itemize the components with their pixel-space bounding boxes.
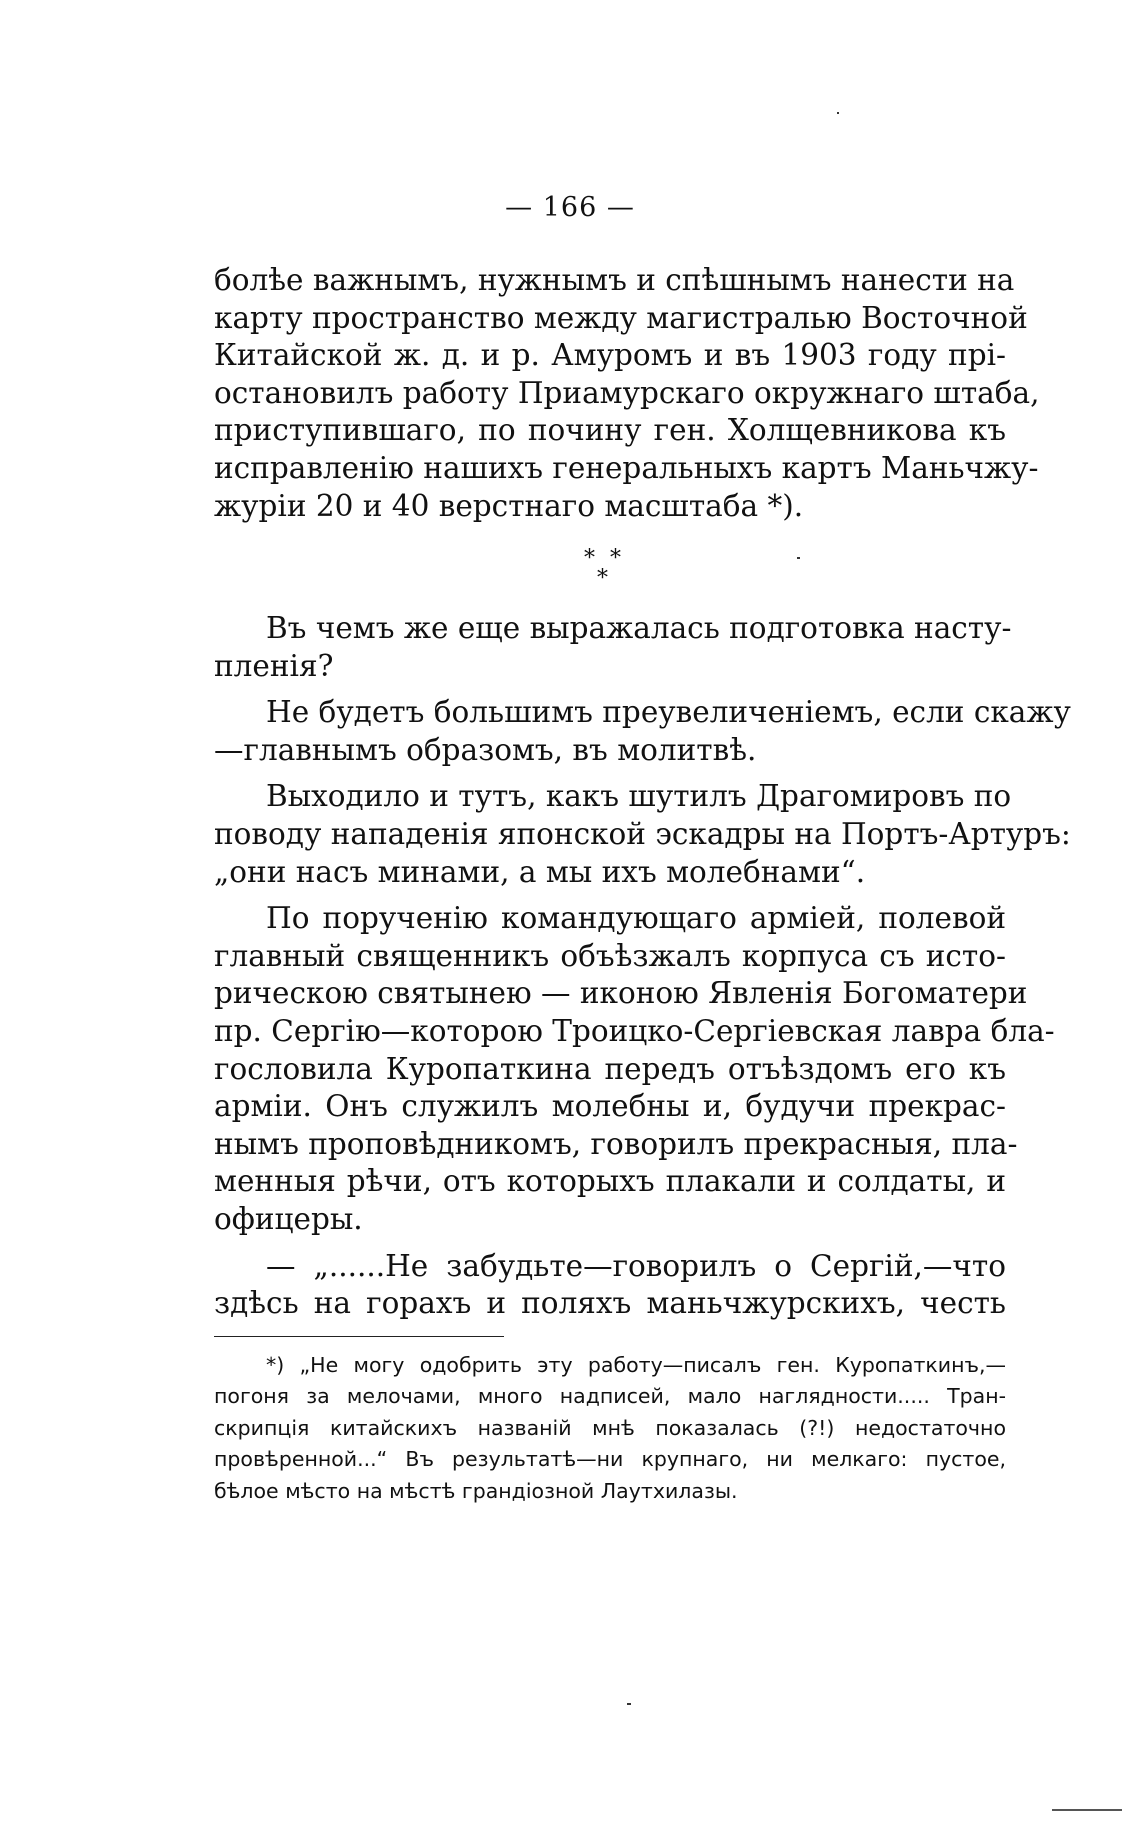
text-line: остановилъ работу Приамурскаго окружнаго штаба,	[214, 375, 1040, 410]
paragraph-speech	[214, 1248, 1006, 1323]
text-line: пленія?	[214, 648, 334, 683]
footnote-line: бѣлое мѣсто на мѣстѣ грандіозной Лаутхилазы.	[214, 1478, 738, 1503]
text-line: —главнымъ образомъ, въ молитвѣ.	[214, 732, 757, 767]
footnote-line: скрипція китайскихъ названій мнѣ показалась (?!) недостаточно	[214, 1415, 1006, 1440]
scan-speck	[1052, 1809, 1122, 1811]
text-line: менныя рѣчи, отъ которыхъ плакали и солдаты, и	[214, 1164, 1006, 1199]
text-line: поводу нападенія японской эскадры на Портъ-Артуръ:	[214, 816, 1071, 851]
text-line: исправленію нашихъ генеральныхъ картъ Маньчжу-	[214, 450, 1039, 485]
text-line: — „......Не забудьте—говорилъ о Сергій,—что	[266, 1248, 1006, 1283]
footnote	[214, 1350, 1006, 1507]
text-line: арміи. Онъ служилъ молебны и, будучи прекрас-	[214, 1089, 1006, 1124]
paragraph-question	[214, 610, 1012, 685]
text-line: главный священникъ объѣзжалъ корпуса съ исто-	[214, 938, 1006, 973]
text-line: гословила Куропаткина передъ отъѣздомъ его къ	[214, 1051, 1006, 1086]
paragraph-answer	[214, 694, 1071, 769]
footnote-line: *) „Не могу одобрить эту работу—писалъ ген. Куропаткинъ,—	[266, 1353, 1006, 1377]
text-line: пр. Сергію—которою Троицко-Сергіевская лавра бла-	[214, 1013, 1055, 1048]
text-line: Китайской ж. д. и р. Амуромъ и въ 1903 году прі-	[214, 338, 1006, 373]
main-text	[214, 610, 1071, 1323]
scan-speck	[627, 1703, 631, 1705]
asterism-star: *	[597, 566, 608, 591]
text-line: Выходило и тутъ, какъ шутилъ Драгомировъ по	[266, 779, 1012, 814]
text-line: „они насъ минами, а мы ихъ молебнами“.	[214, 854, 866, 889]
paragraph-dragomirov	[214, 778, 1071, 891]
section-break-asterism	[578, 548, 626, 592]
page-number: — 166 —	[505, 192, 635, 223]
text-line: Не будетъ большимъ преувеличеніемъ, если скажу	[266, 695, 1071, 730]
footnote-separator	[214, 1336, 504, 1337]
text-line: Въ чемъ же еще выражалась подготовка насту-	[266, 611, 1012, 645]
paragraph-continuation	[214, 262, 1040, 525]
text-line: журіи 20 и 40 верстнаго масштаба *).	[214, 488, 804, 523]
text-line: По порученію командующаго арміей, полевой	[266, 901, 1006, 936]
footnote-line: погоня за мелочами, много надписей, мало наглядности..... Тран-	[214, 1384, 1006, 1409]
text-line: рическою святынею — иконою Явленія Богоматери	[214, 976, 1028, 1011]
text-line: нымъ проповѣдникомъ, говорилъ прекрасныя, пла-	[214, 1126, 1018, 1161]
text-line: офицеры.	[214, 1201, 363, 1236]
text-line: карту пространство между магистралью Восточной	[214, 300, 1028, 335]
scan-speck	[837, 112, 839, 114]
asterism-star: *	[610, 546, 621, 571]
text-line: болѣе важнымъ, нужнымъ и спѣшнымъ нанести на	[214, 263, 1015, 297]
text-line: здѣсь на горахъ и поляхъ маньчжурскихъ, честь	[214, 1286, 1006, 1321]
footnote-line: провѣренной...“ Въ результатѣ—ни крупнаго, ни мелкаго: пустое,	[214, 1447, 1006, 1472]
text-line: приступившаго, по почину ген. Холщевникова къ	[214, 413, 1006, 448]
paragraph-priest	[214, 900, 1055, 1238]
scan-speck	[797, 557, 800, 559]
asterism-star: *	[584, 546, 595, 571]
